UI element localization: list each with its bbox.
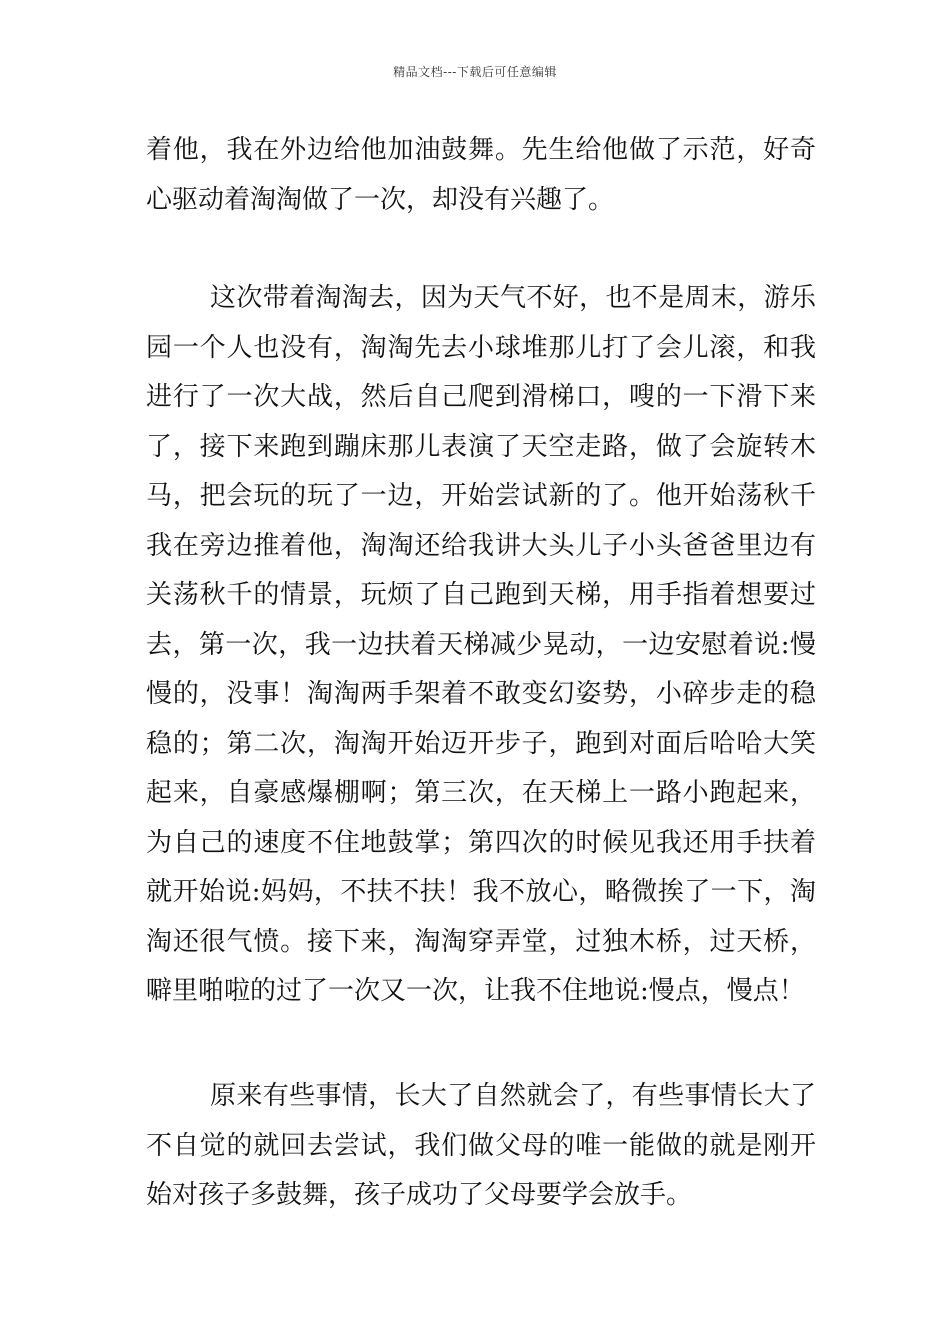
text-line: 就开始说:妈妈，不扶不扶！我不放心，略微挨了一下，淘 bbox=[146, 877, 816, 907]
text-line: 不自觉的就回去尝试，我们做父母的唯一能做的就是刚开 bbox=[146, 1130, 816, 1161]
text-line: 了，接下来跑到蹦床那儿表演了天空走路，做了会旋转木 bbox=[146, 431, 816, 462]
paragraph-2 bbox=[146, 274, 816, 1017]
paragraph-3 bbox=[146, 1072, 816, 1221]
text-line: 这次带着淘淘去，因为天气不好，也不是周末，游乐 bbox=[210, 283, 816, 313]
paragraph-1 bbox=[146, 126, 816, 225]
text-line: 起来，自豪感爆棚啊；第三次，在天梯上一路小跑起来， bbox=[146, 778, 816, 808]
text-line: 我在旁边推着他，淘淘还给我讲大头儿子小头爸爸里边有 bbox=[146, 530, 816, 561]
text-line: 始对孩子多鼓舞，孩子成功了父母要学会放手。 bbox=[146, 1180, 693, 1210]
text-line: 着他，我在外边给他加油鼓舞。先生给他做了示范，好奇 bbox=[146, 135, 816, 165]
text-line: 马，把会玩的玩了一边，开始尝试新的了。他开始荡秋千 bbox=[146, 481, 816, 511]
text-line: 心驱动着淘淘做了一次，却没有兴趣了。 bbox=[146, 184, 615, 215]
text-line: 噼里啪啦的过了一次又一次，让我不住地说:慢点，慢点！ bbox=[146, 976, 805, 1006]
text-line: 稳的；第二次，淘淘开始迈开步子，跑到对面后哈哈大笑 bbox=[146, 728, 816, 759]
text-line: 为自己的速度不住地鼓掌；第四次的时候见我还用手扶着 bbox=[146, 827, 816, 858]
text-line: 进行了一次大战，然后自己爬到滑梯口，嗖的一下滑下来 bbox=[146, 382, 816, 412]
text-line: 淘还很气愤。接下来，淘淘穿弄堂，过独木桥，过天桥， bbox=[146, 926, 816, 957]
page-header: 精品文档---下载后可任意编辑 bbox=[393, 65, 557, 79]
text-line: 关荡秋千的情景，玩烦了自己跑到天梯，用手指着想要过 bbox=[146, 580, 816, 610]
text-line: 园一个人也没有，淘淘先去小球堆那儿打了会儿滚，和我 bbox=[146, 332, 816, 363]
text-line: 原来有些事情，长大了自然就会了，有些事情长大了 bbox=[210, 1081, 816, 1111]
text-line: 慢的，没事！淘淘两手架着不敢变幻姿势，小碎步走的稳 bbox=[146, 679, 816, 709]
text-line: 去，第一次，我一边扶着天梯减少晃动，一边安慰着说:慢 bbox=[146, 629, 816, 660]
